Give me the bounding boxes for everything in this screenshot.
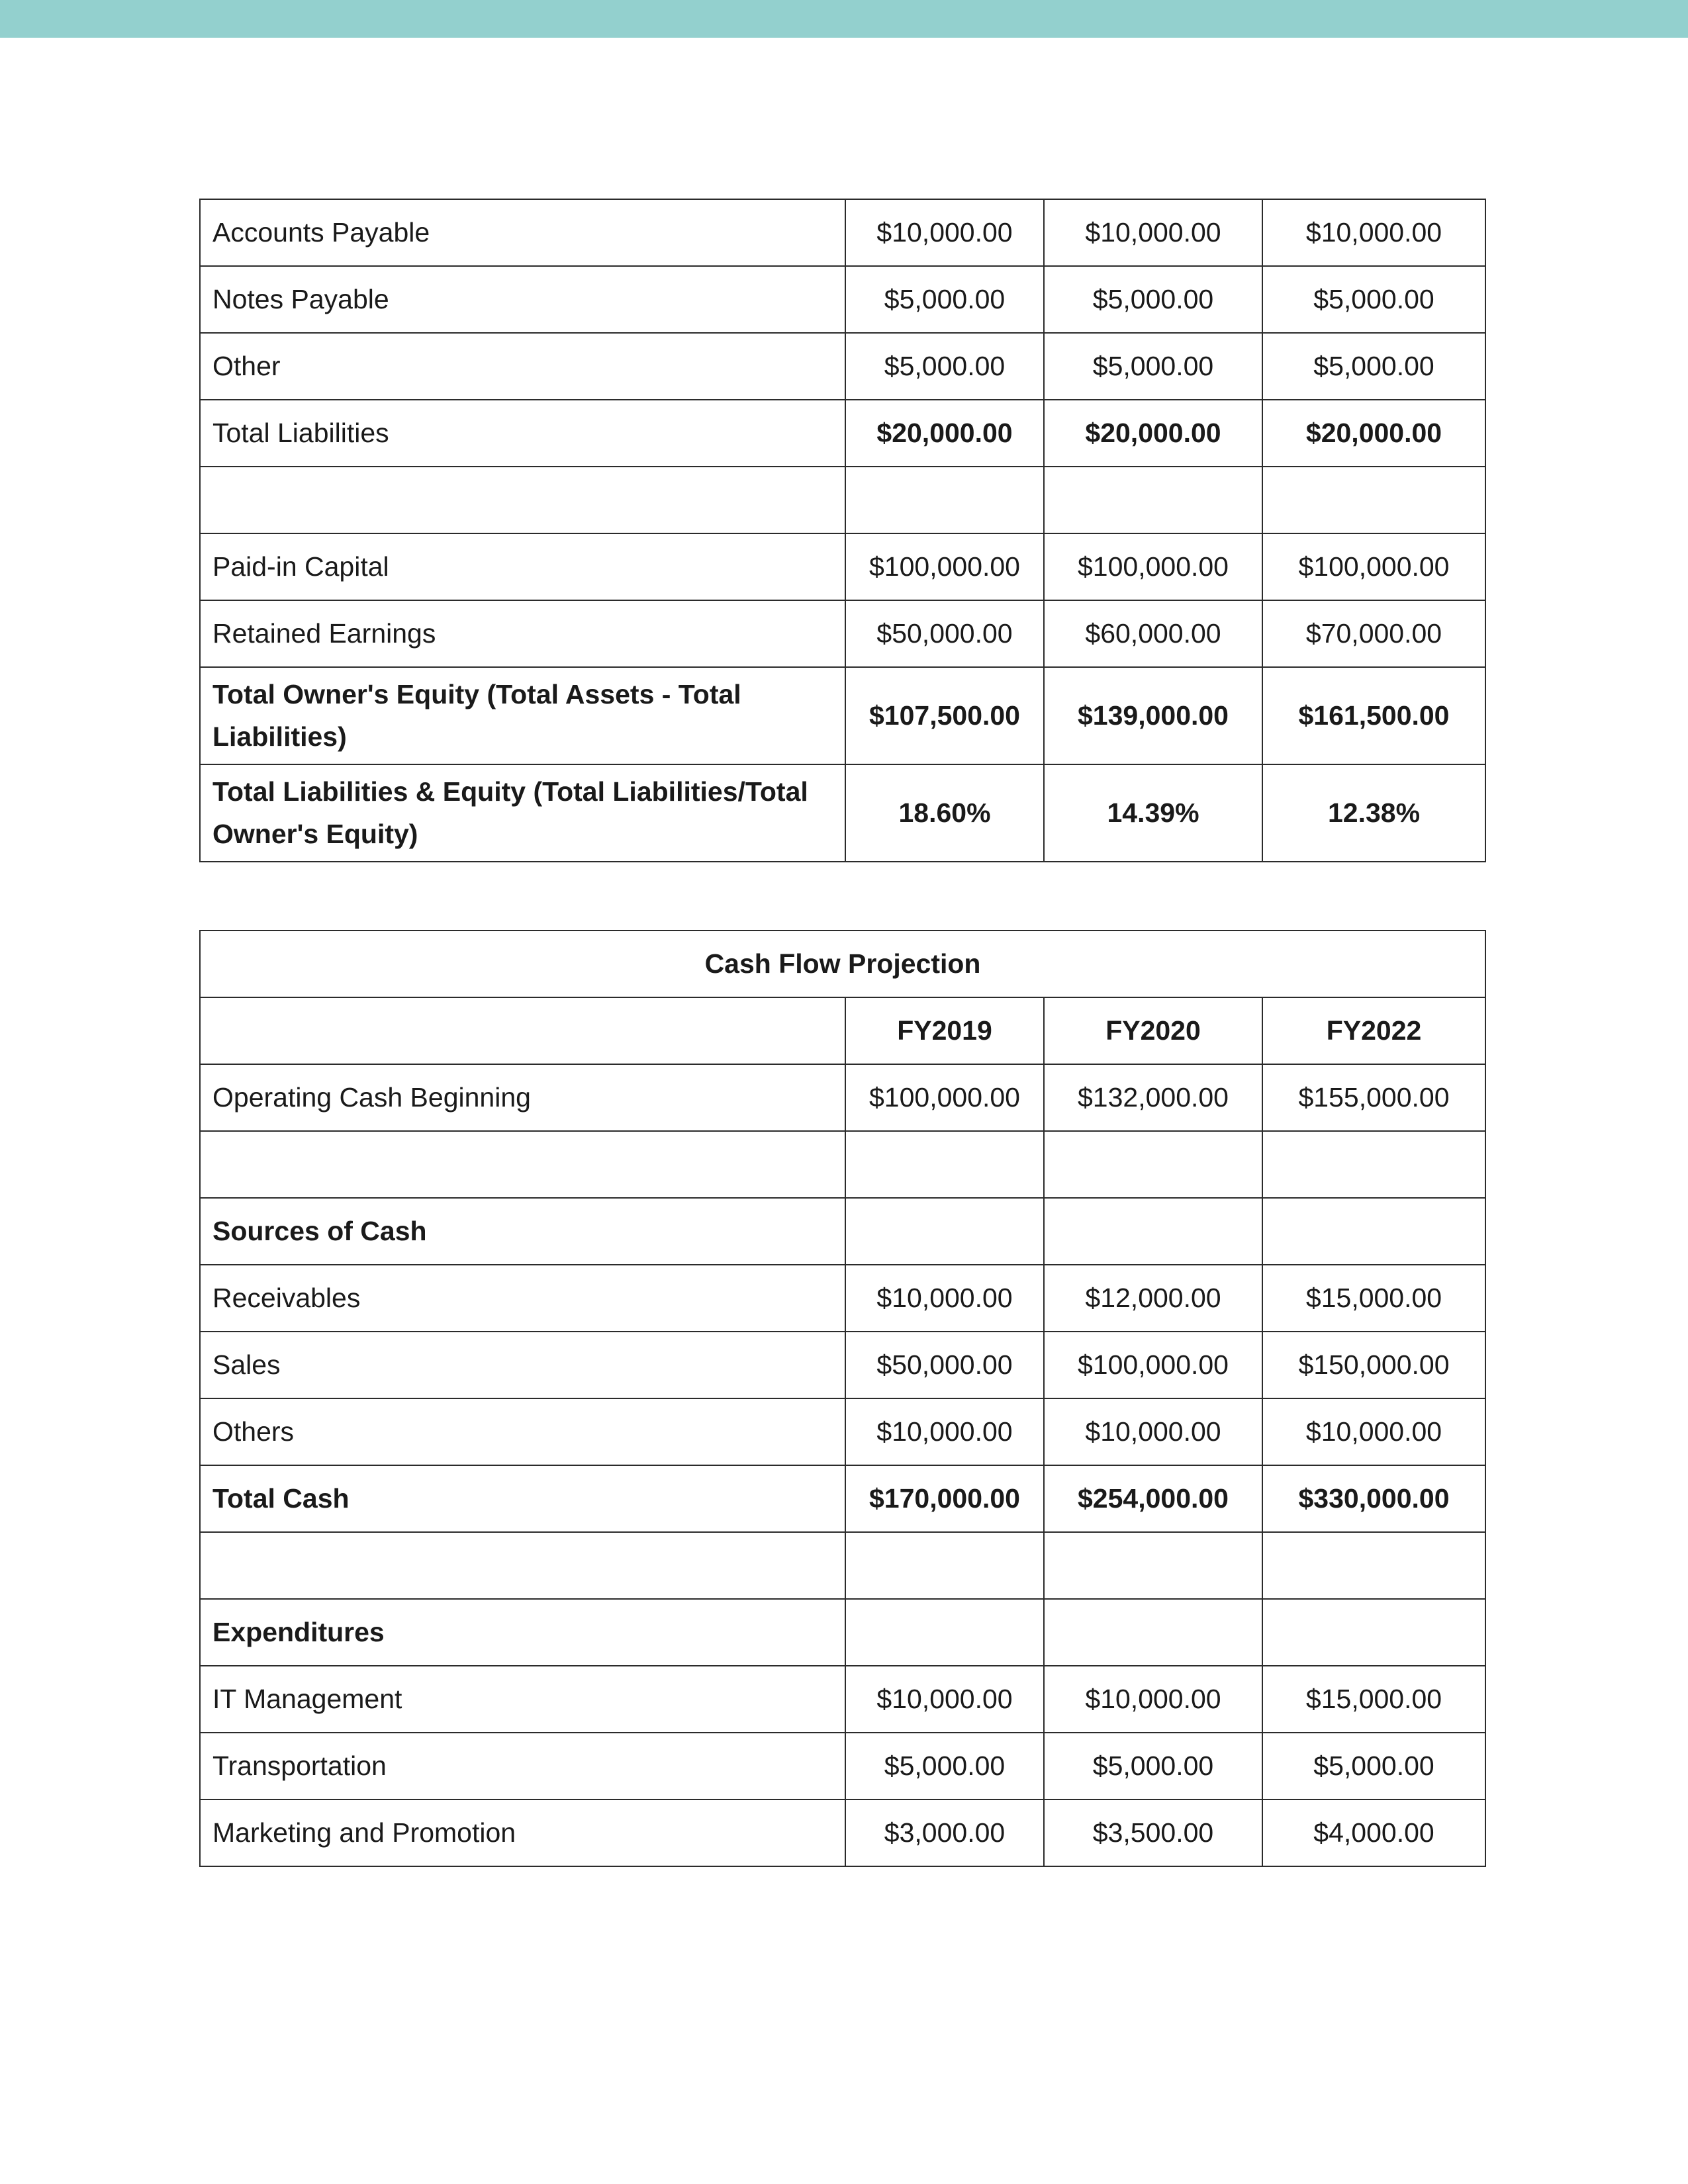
value-cell: $100,000.00 — [845, 1064, 1044, 1131]
value-cell: $5,000.00 — [1044, 1733, 1262, 1799]
empty-row — [200, 1131, 1485, 1198]
row-label — [200, 467, 845, 533]
total-row — [200, 667, 1485, 764]
row-label: Total Liabilities & Equity (Total Liabilities/Total Owner's Equity) — [200, 764, 845, 862]
row-label: Total Owner's Equity (Total Assets - Total Liabilities) — [200, 667, 845, 764]
table-row — [200, 199, 1485, 266]
total-cell: $330,000.00 — [1262, 1465, 1485, 1532]
value-cell — [845, 467, 1044, 533]
value-cell: $5,000.00 — [1044, 266, 1262, 333]
value-cell — [1262, 1131, 1485, 1198]
table-row — [200, 533, 1485, 600]
empty-row — [200, 1532, 1485, 1599]
total-row — [200, 1465, 1485, 1532]
value-cell: $150,000.00 — [1262, 1332, 1485, 1398]
empty-row — [200, 467, 1485, 533]
total-row — [200, 764, 1485, 862]
value-cell: $10,000.00 — [845, 1666, 1044, 1733]
value-cell: $5,000.00 — [1262, 333, 1485, 400]
value-cell — [1044, 1131, 1262, 1198]
header-accent-band — [0, 0, 1688, 38]
ratio-cell: 12.38% — [1262, 764, 1485, 862]
ratio-cell: 14.39% — [1044, 764, 1262, 862]
value-cell: $132,000.00 — [1044, 1064, 1262, 1131]
cash-flow-table — [199, 930, 1486, 1867]
column-header: FY2020 — [1044, 997, 1262, 1064]
total-cell: $139,000.00 — [1044, 667, 1262, 764]
value-cell: $100,000.00 — [1044, 533, 1262, 600]
row-label: Transportation — [200, 1733, 845, 1799]
row-label — [200, 1532, 845, 1599]
value-cell: $70,000.00 — [1262, 600, 1485, 667]
table-row — [200, 1265, 1485, 1332]
value-cell — [1262, 467, 1485, 533]
value-cell — [845, 1532, 1044, 1599]
section-heading: Expenditures — [200, 1599, 845, 1666]
value-cell: $3,500.00 — [1044, 1799, 1262, 1866]
value-cell: $10,000.00 — [1044, 1398, 1262, 1465]
table-row — [200, 600, 1485, 667]
value-cell: $12,000.00 — [1044, 1265, 1262, 1332]
total-cell: $161,500.00 — [1262, 667, 1485, 764]
table-row — [200, 1666, 1485, 1733]
total-row — [200, 400, 1485, 467]
table-row — [200, 333, 1485, 400]
value-cell — [845, 1131, 1044, 1198]
total-cell: $20,000.00 — [1262, 400, 1485, 467]
table-row — [200, 1799, 1485, 1866]
value-cell — [1262, 1532, 1485, 1599]
value-cell: $15,000.00 — [1262, 1666, 1485, 1733]
value-cell: $100,000.00 — [1044, 1332, 1262, 1398]
table-row — [200, 1332, 1485, 1398]
value-cell: $100,000.00 — [1262, 533, 1485, 600]
value-cell: $10,000.00 — [1044, 1666, 1262, 1733]
value-cell: $15,000.00 — [1262, 1265, 1485, 1332]
value-cell: $100,000.00 — [845, 533, 1044, 600]
value-cell — [845, 1599, 1044, 1666]
row-label: Receivables — [200, 1265, 845, 1332]
value-cell: $10,000.00 — [1262, 1398, 1485, 1465]
row-label: Marketing and Promotion — [200, 1799, 845, 1866]
value-cell: $50,000.00 — [845, 1332, 1044, 1398]
row-label: Others — [200, 1398, 845, 1465]
table-title-row — [200, 931, 1485, 997]
total-cell: $170,000.00 — [845, 1465, 1044, 1532]
table-row — [200, 1733, 1485, 1799]
value-cell: $4,000.00 — [1262, 1799, 1485, 1866]
table-row — [200, 1064, 1485, 1131]
row-label: Paid-in Capital — [200, 533, 845, 600]
value-cell: $10,000.00 — [845, 1265, 1044, 1332]
section-header-row — [200, 1198, 1485, 1265]
total-cell: $254,000.00 — [1044, 1465, 1262, 1532]
row-label: Other — [200, 333, 845, 400]
row-label: Accounts Payable — [200, 199, 845, 266]
value-cell: $5,000.00 — [1044, 333, 1262, 400]
value-cell: $5,000.00 — [1262, 1733, 1485, 1799]
value-cell — [1044, 1599, 1262, 1666]
total-cell: $107,500.00 — [845, 667, 1044, 764]
value-cell: $5,000.00 — [845, 333, 1044, 400]
value-cell — [1044, 467, 1262, 533]
section-heading: Sources of Cash — [200, 1198, 845, 1265]
value-cell — [1262, 1599, 1485, 1666]
row-label — [200, 1131, 845, 1198]
column-header: FY2019 — [845, 997, 1044, 1064]
row-label: Total Liabilities — [200, 400, 845, 467]
value-cell: $10,000.00 — [845, 199, 1044, 266]
column-header — [200, 997, 845, 1064]
total-cell: $20,000.00 — [845, 400, 1044, 467]
row-label: Retained Earnings — [200, 600, 845, 667]
row-label: Operating Cash Beginning — [200, 1064, 845, 1131]
value-cell: $5,000.00 — [845, 266, 1044, 333]
value-cell: $10,000.00 — [845, 1398, 1044, 1465]
value-cell: $10,000.00 — [1044, 199, 1262, 266]
row-label: IT Management — [200, 1666, 845, 1733]
total-cell: $20,000.00 — [1044, 400, 1262, 467]
section-header-row — [200, 1599, 1485, 1666]
value-cell: $5,000.00 — [1262, 266, 1485, 333]
value-cell — [845, 1198, 1044, 1265]
row-label: Total Cash — [200, 1465, 845, 1532]
value-cell — [1262, 1198, 1485, 1265]
value-cell — [1044, 1198, 1262, 1265]
value-cell — [1044, 1532, 1262, 1599]
value-cell: $155,000.00 — [1262, 1064, 1485, 1131]
column-header-row — [200, 997, 1485, 1064]
table-row — [200, 266, 1485, 333]
value-cell: $50,000.00 — [845, 600, 1044, 667]
row-label: Sales — [200, 1332, 845, 1398]
table-row — [200, 1398, 1485, 1465]
table-title: Cash Flow Projection — [200, 931, 1485, 997]
value-cell: $5,000.00 — [845, 1733, 1044, 1799]
value-cell: $10,000.00 — [1262, 199, 1485, 266]
value-cell: $60,000.00 — [1044, 600, 1262, 667]
value-cell: $3,000.00 — [845, 1799, 1044, 1866]
balance-sheet-table — [199, 199, 1486, 862]
column-header: FY2022 — [1262, 997, 1485, 1064]
row-label: Notes Payable — [200, 266, 845, 333]
ratio-cell: 18.60% — [845, 764, 1044, 862]
